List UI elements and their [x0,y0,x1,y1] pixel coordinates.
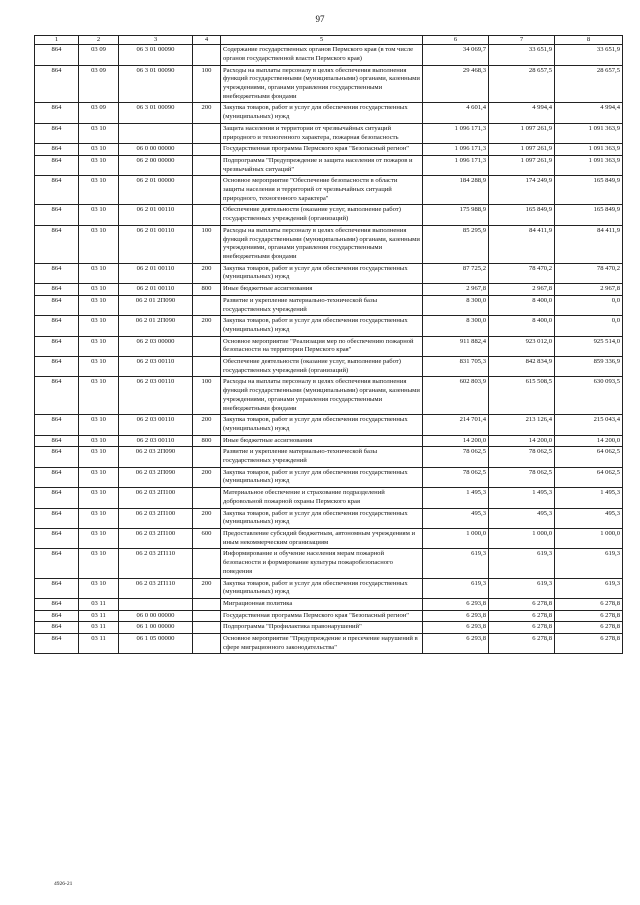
column-header-3: 3 [119,36,193,45]
agency-code: 864 [35,205,79,225]
amount-year-3: 6 278,8 [555,598,623,610]
amount-year-2: 619,3 [489,549,555,578]
agency-code: 864 [35,45,79,65]
amount-year-2: 78 062,5 [489,467,555,487]
expense-type: 800 [193,435,221,447]
column-header-5: 5 [221,36,423,45]
table-row [35,123,623,143]
amount-year-3: 6 278,8 [555,622,623,634]
section-code: 03 10 [79,336,119,356]
amount-year-3: 14 200,0 [555,435,623,447]
agency-code: 864 [35,225,79,263]
table-row [35,528,623,548]
description: Подпрограмма "Профилактика правонарушений" [221,622,423,634]
amount-year-3: 2 967,8 [555,284,623,296]
agency-code: 864 [35,284,79,296]
table-row [35,634,623,654]
agency-code: 864 [35,447,79,467]
amount-year-3: 84 411,9 [555,225,623,263]
expense-type [193,622,221,634]
target-article: 06 2 03 2П100 [119,488,193,508]
amount-year-1: 4 601,4 [423,103,489,123]
expense-type [193,295,221,315]
section-code: 03 10 [79,295,119,315]
amount-year-3: 1 091 363,9 [555,155,623,175]
agency-code: 864 [35,65,79,103]
section-code: 03 10 [79,447,119,467]
table-row [35,610,623,622]
description: Закупка товаров, работ и услуг для обеспечения государственных (муниципальных) нужд [221,467,423,487]
agency-code: 864 [35,415,79,435]
agency-code: 864 [35,488,79,508]
table-row [35,435,623,447]
agency-code: 864 [35,123,79,143]
amount-year-3: 495,3 [555,508,623,528]
agency-code: 864 [35,528,79,548]
section-code: 03 10 [79,435,119,447]
amount-year-1: 78 062,5 [423,467,489,487]
amount-year-2: 6 278,8 [489,622,555,634]
section-code: 03 10 [79,176,119,205]
table-row [35,225,623,263]
expense-type [193,447,221,467]
target-article [119,123,193,143]
target-article: 06 0 00 00000 [119,144,193,156]
table-row [35,415,623,435]
target-article: 06 1 00 00000 [119,622,193,634]
table-row [35,336,623,356]
expense-type: 600 [193,528,221,548]
page-number: 97 [315,14,325,24]
amount-year-2: 165 849,9 [489,205,555,225]
column-header-8: 8 [555,36,623,45]
target-article: 06 2 03 00000 [119,336,193,356]
target-article: 06 3 01 00090 [119,45,193,65]
table-row [35,45,623,65]
section-code: 03 10 [79,528,119,548]
expense-type: 200 [193,103,221,123]
target-article: 06 2 01 00110 [119,263,193,283]
agency-code: 864 [35,336,79,356]
amount-year-1: 619,3 [423,578,489,598]
table-body [35,45,623,654]
table-row [35,377,623,415]
amount-year-2: 1 495,3 [489,488,555,508]
description: Закупка товаров, работ и услуг для обеспечения государственных (муниципальных) нужд [221,415,423,435]
table-row [35,144,623,156]
target-article: 06 2 03 2П100 [119,528,193,548]
agency-code: 864 [35,103,79,123]
target-article: 06 2 01 00110 [119,225,193,263]
amount-year-1: 85 295,9 [423,225,489,263]
expense-type [193,488,221,508]
expense-type [193,336,221,356]
expense-type [193,634,221,654]
amount-year-2: 6 278,8 [489,598,555,610]
amount-year-1: 29 468,3 [423,65,489,103]
target-article: 06 2 01 00000 [119,176,193,205]
amount-year-1: 6 293,8 [423,610,489,622]
table-row [35,488,623,508]
amount-year-2: 1 000,0 [489,528,555,548]
section-code: 03 10 [79,123,119,143]
expense-type [193,123,221,143]
expense-type [193,598,221,610]
amount-year-1: 175 988,9 [423,205,489,225]
section-code: 03 09 [79,65,119,103]
amount-year-2: 842 834,9 [489,357,555,377]
section-code: 03 09 [79,103,119,123]
agency-code: 864 [35,263,79,283]
agency-code: 864 [35,435,79,447]
agency-code: 864 [35,377,79,415]
amount-year-1: 1 096 171,3 [423,123,489,143]
table-row [35,263,623,283]
amount-year-3: 28 657,5 [555,65,623,103]
section-code: 03 10 [79,488,119,508]
section-code: 03 10 [79,578,119,598]
amount-year-2: 923 012,0 [489,336,555,356]
expense-type [193,205,221,225]
column-header-2: 2 [79,36,119,45]
amount-year-3: 1 000,0 [555,528,623,548]
amount-year-2: 1 097 261,9 [489,144,555,156]
amount-year-2: 495,3 [489,508,555,528]
table-row [35,284,623,296]
target-article: 06 2 03 2П090 [119,447,193,467]
target-article [119,598,193,610]
section-code: 03 10 [79,155,119,175]
agency-code: 864 [35,598,79,610]
target-article: 06 0 00 00000 [119,610,193,622]
description: Закупка товаров, работ и услуг для обеспечения государственных (муниципальных) нужд [221,103,423,123]
section-code: 03 10 [79,263,119,283]
section-code: 03 10 [79,467,119,487]
description: Закупка товаров, работ и услуг для обеспечения государственных (муниципальных) нужд [221,263,423,283]
amount-year-1: 1 096 171,3 [423,155,489,175]
expense-type [193,45,221,65]
amount-year-3: 1 495,3 [555,488,623,508]
agency-code: 864 [35,467,79,487]
target-article: 06 2 03 2П100 [119,508,193,528]
table-row [35,316,623,336]
table-row [35,549,623,578]
amount-year-2: 619,3 [489,578,555,598]
section-code: 03 11 [79,622,119,634]
amount-year-3: 619,3 [555,578,623,598]
description: Иные бюджетные ассигнования [221,435,423,447]
amount-year-2: 2 967,8 [489,284,555,296]
section-code: 03 11 [79,598,119,610]
amount-year-1: 6 293,8 [423,598,489,610]
amount-year-1: 6 293,8 [423,634,489,654]
description: Защита населения и территории от чрезвычайных ситуаций природного и техногенного характера, пожарная безопасность [221,123,423,143]
expense-type: 100 [193,377,221,415]
amount-year-2: 8 400,0 [489,316,555,336]
table-row [35,295,623,315]
table-row [35,578,623,598]
amount-year-2: 14 200,0 [489,435,555,447]
table-row [35,65,623,103]
agency-code: 864 [35,357,79,377]
amount-year-2: 84 411,9 [489,225,555,263]
table-row [35,155,623,175]
description: Расходы на выплаты персоналу в целях обеспечения выполнения функций государственными (муниципальными) органами, казенными учреждениями, органами управления государственными внебюджетными фондами [221,65,423,103]
amount-year-2: 6 278,8 [489,634,555,654]
target-article: 06 2 03 2П090 [119,467,193,487]
target-article: 06 2 03 2П110 [119,578,193,598]
target-article: 06 2 01 00110 [119,284,193,296]
amount-year-3: 925 514,0 [555,336,623,356]
amount-year-3: 619,3 [555,549,623,578]
expense-type [193,610,221,622]
amount-year-3: 1 091 363,9 [555,123,623,143]
amount-year-3: 6 278,8 [555,610,623,622]
amount-year-2: 78 470,2 [489,263,555,283]
expense-type [193,357,221,377]
table-row [35,176,623,205]
amount-year-1: 6 293,8 [423,622,489,634]
agency-code: 864 [35,144,79,156]
description: Информирование и обучение населения мерам пожарной безопасности и формирование культуры пожаробезопасного поведения [221,549,423,578]
amount-year-3: 0,0 [555,295,623,315]
description: Закупка товаров, работ и услуг для обеспечения государственных (муниципальных) нужд [221,316,423,336]
section-code: 03 11 [79,634,119,654]
description: Закупка товаров, работ и услуг для обеспечения государственных (муниципальных) нужд [221,578,423,598]
amount-year-2: 4 994,4 [489,103,555,123]
agency-code: 864 [35,549,79,578]
expense-type [193,176,221,205]
target-article: 06 1 05 00000 [119,634,193,654]
expense-type: 800 [193,284,221,296]
section-code: 03 10 [79,284,119,296]
column-header-7: 7 [489,36,555,45]
amount-year-1: 1 096 171,3 [423,144,489,156]
section-code: 03 11 [79,610,119,622]
expense-type: 200 [193,508,221,528]
target-article: 06 3 01 00090 [119,103,193,123]
table-row [35,447,623,467]
description: Основное мероприятие "Реализация мер по обеспечению пожарной безопасности на территории Пермского края" [221,336,423,356]
column-header-row [35,36,623,45]
expense-type: 200 [193,415,221,435]
expense-type: 100 [193,225,221,263]
amount-year-1: 87 725,2 [423,263,489,283]
target-article: 06 2 03 00110 [119,435,193,447]
amount-year-3: 78 470,2 [555,263,623,283]
expense-type: 200 [193,263,221,283]
description: Предоставление субсидий бюджетным, автономным учреждениям и иным некоммерческим организациям [221,528,423,548]
target-article: 06 2 01 00110 [119,205,193,225]
amount-year-3: 1 091 363,9 [555,144,623,156]
amount-year-2: 1 097 261,9 [489,123,555,143]
amount-year-3: 165 849,9 [555,205,623,225]
section-code: 03 10 [79,415,119,435]
target-article: 06 2 01 2П090 [119,295,193,315]
amount-year-2: 33 651,9 [489,45,555,65]
target-article: 06 2 03 00110 [119,415,193,435]
description: Иные бюджетные ассигнования [221,284,423,296]
amount-year-1: 619,3 [423,549,489,578]
amount-year-1: 831 705,3 [423,357,489,377]
table-row [35,103,623,123]
target-article: 06 2 03 00110 [119,377,193,415]
amount-year-1: 1 495,3 [423,488,489,508]
amount-year-3: 64 062,5 [555,467,623,487]
footer-code: 4926-21 [54,881,73,887]
amount-year-2: 213 126,4 [489,415,555,435]
agency-code: 864 [35,316,79,336]
description: Основное мероприятие "Обеспечение безопасности в области защиты населения и территорий от чрезвычайных ситуаций природного, техногенного характера" [221,176,423,205]
agency-code: 864 [35,155,79,175]
agency-code: 864 [35,622,79,634]
amount-year-2: 174 249,9 [489,176,555,205]
section-code: 03 10 [79,225,119,263]
table-row [35,205,623,225]
column-header-1: 1 [35,36,79,45]
amount-year-1: 495,3 [423,508,489,528]
description: Развитие и укрепление материально-технической базы государственных учреждений [221,447,423,467]
description: Основное мероприятие "Предупреждение и пресечение нарушений в сфере миграционного законодательства" [221,634,423,654]
expense-type: 200 [193,316,221,336]
description: Государственная программа Пермского края "Безопасный регион" [221,610,423,622]
amount-year-1: 214 701,4 [423,415,489,435]
column-header-6: 6 [423,36,489,45]
description: Содержание государственных органов Пермского края (в том числе органов государственной власти Пермского края) [221,45,423,65]
amount-year-3: 859 336,9 [555,357,623,377]
description: Подпрограмма "Предупреждение и защита населения от пожаров и чрезвычайных ситуаций" [221,155,423,175]
amount-year-1: 1 000,0 [423,528,489,548]
amount-year-3: 33 651,9 [555,45,623,65]
description: Расходы на выплаты персоналу в целях обеспечения выполнения функций государственными (муниципальными) органами, казенными учреждениями, органами управления государственными внебюджетными фондами [221,225,423,263]
amount-year-1: 911 882,4 [423,336,489,356]
description: Закупка товаров, работ и услуг для обеспечения государственных (муниципальных) нужд [221,508,423,528]
column-header-4: 4 [193,36,221,45]
amount-year-1: 602 803,9 [423,377,489,415]
section-code: 03 10 [79,144,119,156]
amount-year-3: 64 062,5 [555,447,623,467]
amount-year-1: 34 069,7 [423,45,489,65]
description: Расходы на выплаты персоналу в целях обеспечения выполнения функций государственными (муниципальными) органами, казенными учреждениями, органами управления государственными внебюджетными фондами [221,377,423,415]
section-code: 03 10 [79,316,119,336]
description: Развитие и укрепление материально-технической базы государственных учреждений [221,295,423,315]
amount-year-1: 184 288,9 [423,176,489,205]
amount-year-3: 165 849,9 [555,176,623,205]
section-code: 03 09 [79,45,119,65]
amount-year-3: 630 093,5 [555,377,623,415]
amount-year-3: 215 043,4 [555,415,623,435]
expense-type [193,549,221,578]
section-code: 03 10 [79,377,119,415]
expense-type: 200 [193,578,221,598]
section-code: 03 10 [79,508,119,528]
amount-year-1: 2 967,8 [423,284,489,296]
section-code: 03 10 [79,549,119,578]
amount-year-3: 6 278,8 [555,634,623,654]
agency-code: 864 [35,610,79,622]
table-row [35,467,623,487]
agency-code: 864 [35,176,79,205]
target-article: 06 2 03 2П110 [119,549,193,578]
target-article: 06 2 00 00000 [119,155,193,175]
expense-type: 200 [193,467,221,487]
table-row [35,622,623,634]
amount-year-3: 4 994,4 [555,103,623,123]
description: Обеспечение деятельности (оказание услуг, выполнение работ) государственных учреждений (организаций) [221,205,423,225]
amount-year-2: 6 278,8 [489,610,555,622]
description: Государственная программа Пермского края "Безопасный регион" [221,144,423,156]
amount-year-1: 78 062,5 [423,447,489,467]
description: Миграционная политика [221,598,423,610]
description: Обеспечение деятельности (оказание услуг, выполнение работ) государственных учреждений (организаций) [221,357,423,377]
target-article: 06 3 01 00090 [119,65,193,103]
amount-year-1: 14 200,0 [423,435,489,447]
amount-year-2: 1 097 261,9 [489,155,555,175]
target-article: 06 2 01 2П090 [119,316,193,336]
amount-year-3: 0,0 [555,316,623,336]
amount-year-2: 78 062,5 [489,447,555,467]
expense-type [193,155,221,175]
expense-type: 100 [193,65,221,103]
amount-year-1: 8 300,0 [423,316,489,336]
budget-table [34,35,623,654]
table-row [35,508,623,528]
agency-code: 864 [35,634,79,654]
agency-code: 864 [35,578,79,598]
agency-code: 864 [35,508,79,528]
description: Материальное обеспечение и страхование подразделений добровольной пожарной охраны Пермского края [221,488,423,508]
amount-year-2: 28 657,5 [489,65,555,103]
amount-year-2: 8 400,0 [489,295,555,315]
section-code: 03 10 [79,205,119,225]
amount-year-1: 8 300,0 [423,295,489,315]
agency-code: 864 [35,295,79,315]
amount-year-2: 615 508,5 [489,377,555,415]
section-code: 03 10 [79,357,119,377]
target-article: 06 2 03 00110 [119,357,193,377]
table-row [35,357,623,377]
expense-type [193,144,221,156]
table-row [35,598,623,610]
